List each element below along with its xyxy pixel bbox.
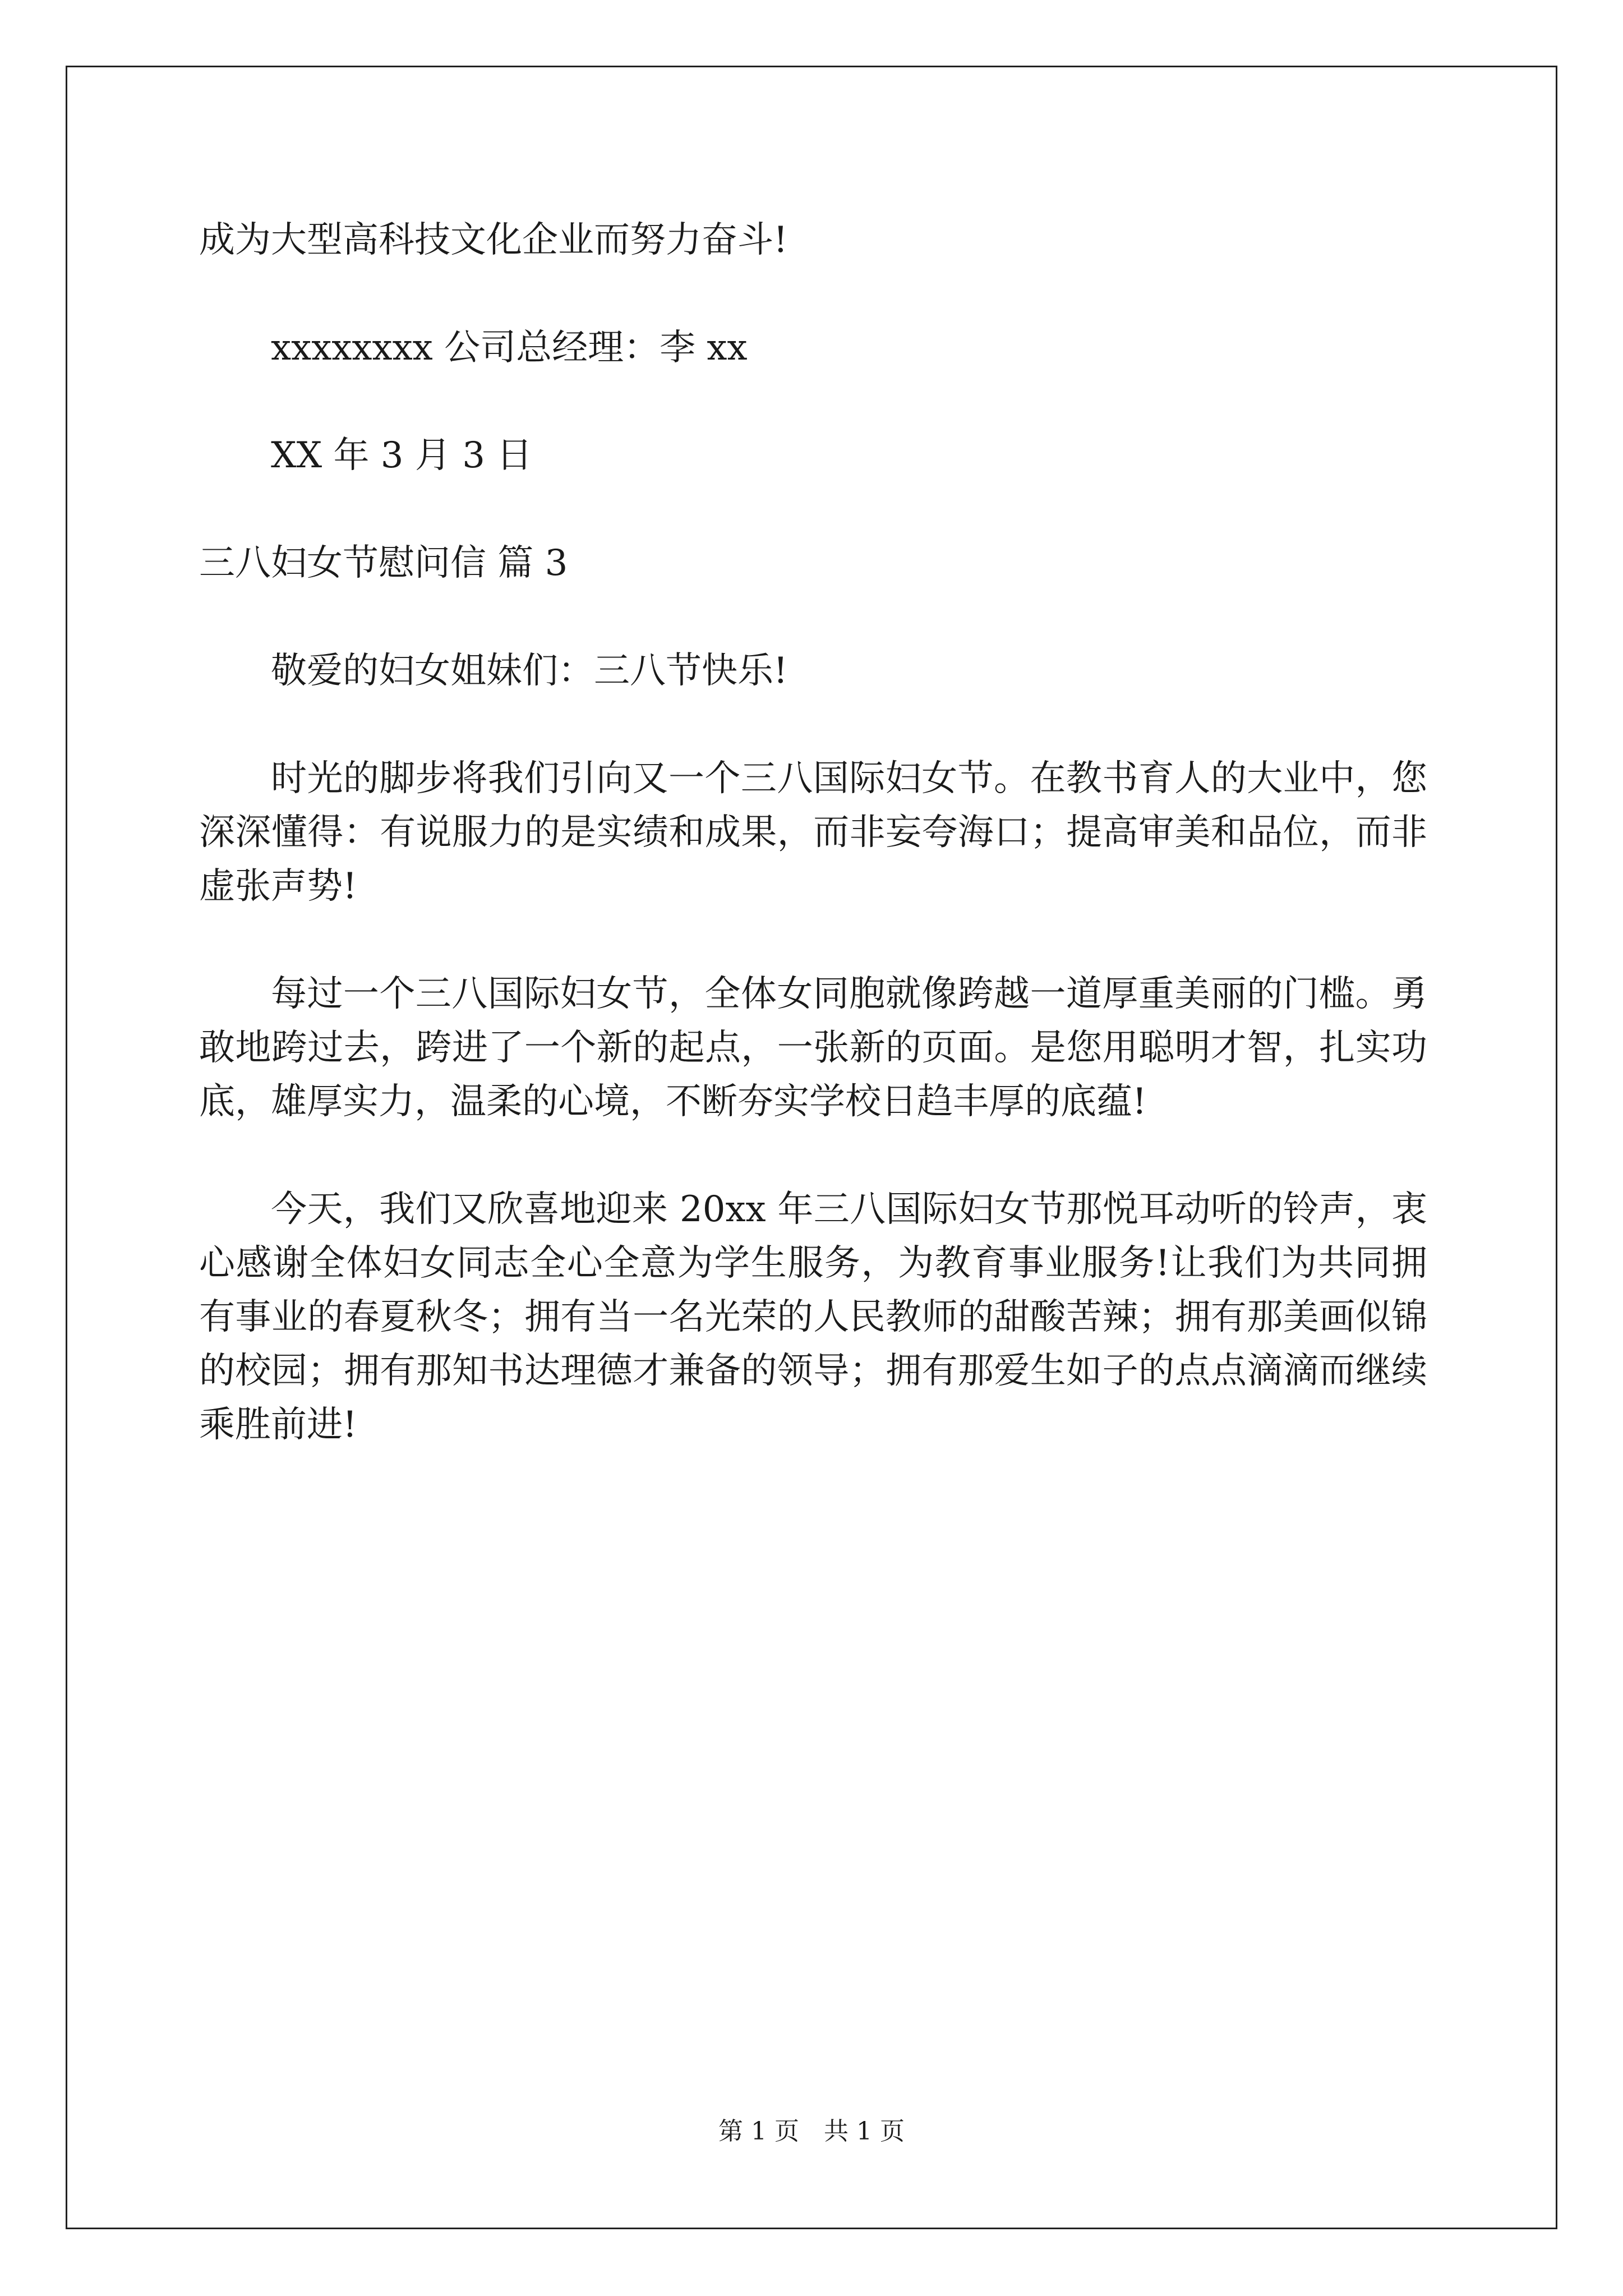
date-line: XX 年 3 月 3 日 xyxy=(271,435,533,476)
document-body xyxy=(199,213,1427,1452)
page-footer: 第 1 页 共 1 页 xyxy=(718,2117,905,2146)
paragraph-2: 每过一个三八国际妇女节，全体女同胞就像跨越一道厚重美丽的门槛。勇敢地跨过去，跨进了一个新的起点，一张新的页面。是您用聪明才智，扎实功底，雄厚实力，温柔的心境，不断夯实学校日趋丰厚的底蕴! xyxy=(199,973,1427,1122)
paragraph-1: 时光的脚步将我们引向又一个三八国际妇女节。在教书育人的大业中，您深深懂得：有说服力的是实绩和成果，而非妄夸海口；提高审美和品位，而非虚张声势! xyxy=(199,758,1427,907)
salutation-line: 敬爱的妇女姐妹们：三八节快乐! xyxy=(271,650,788,692)
section-heading: 三八妇女节慰问信 篇 3 xyxy=(199,542,568,584)
text-line-closing: 成为大型高科技文化企业而努力奋斗! xyxy=(199,219,788,261)
signature-line: xxxxxxxx 公司总经理：李 xx xyxy=(271,327,748,369)
paragraph-3: 今天，我们又欣喜地迎来 20xx 年三八国际妇女节那悦耳动听的铃声，衷心感谢全体妇女同志全心全意为学生服务，为教育事业服务!让我们为共同拥有事业的春夏秋冬；拥有当一名光荣的人民教师的甜酸苦辣；拥有那美画似锦的校园；拥有那知书达理德才兼备的领导；拥有那爱生如子的点点滴滴而继续乘胜前进! xyxy=(199,1189,1427,1446)
